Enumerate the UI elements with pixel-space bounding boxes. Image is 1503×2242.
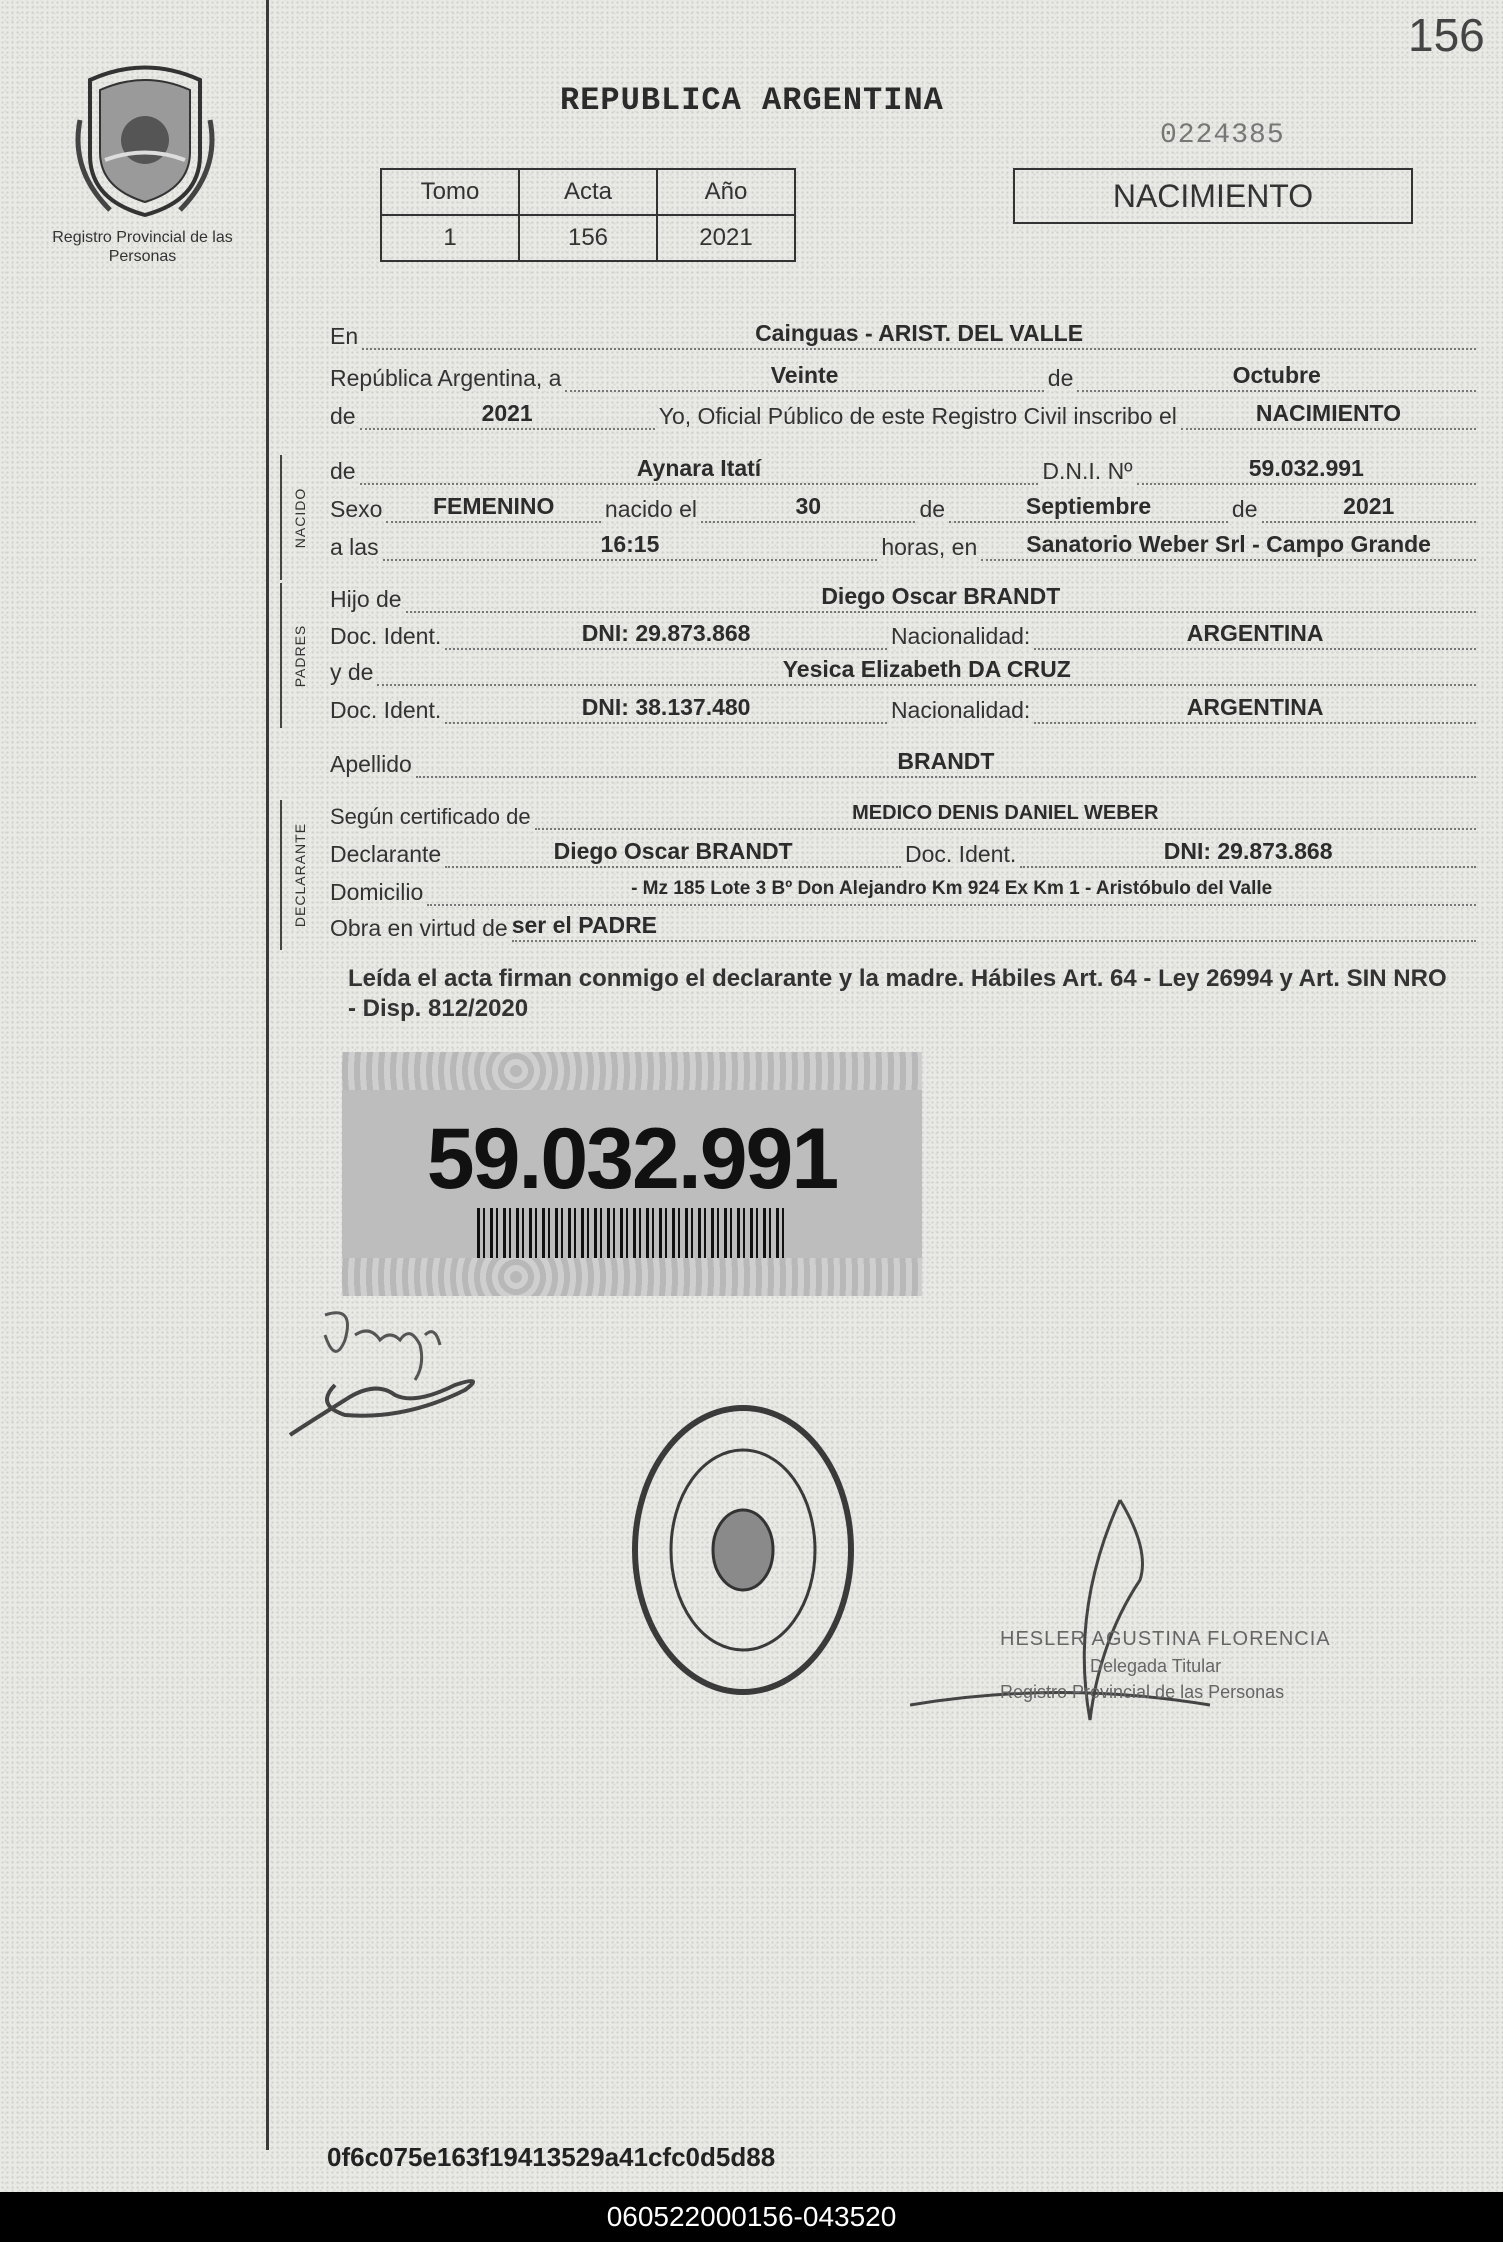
label-father-nat: Nacionalidad: <box>890 623 1031 649</box>
record-table <box>380 168 796 262</box>
row-father-doc <box>330 620 1480 650</box>
value-hour: 16:15 <box>383 529 878 561</box>
official-role: Delegada Titular <box>1090 1656 1222 1676</box>
row-sex-birth <box>330 493 1480 523</box>
page-number: 156 <box>1408 9 1485 61</box>
value-birth-day: 30 <box>701 491 915 523</box>
official-signature-icon <box>910 1490 1450 1750</box>
value-mother-doc: DNI: 38.137.480 <box>445 692 887 724</box>
label-horas: horas, en <box>881 534 978 560</box>
official-name: HESLER AGUSTINA FLORENCIA <box>1000 1628 1331 1650</box>
registry-seal-icon <box>628 1400 858 1700</box>
value-place: Cainguas - ARIST. DEL VALLE <box>362 318 1476 350</box>
label-mother-nat: Nacionalidad: <box>890 697 1031 723</box>
sticker-bottom-band <box>342 1258 922 1296</box>
footer-code: 060522000156-043520 <box>606 2201 897 2232</box>
row-apellido <box>330 748 1480 778</box>
label-dni: D.N.I. Nº <box>1042 458 1133 484</box>
section-padres <box>280 583 312 728</box>
label-republica: República Argentina, a <box>330 365 562 391</box>
value-inscribo: NACIMIENTO <box>1181 398 1476 430</box>
label-hijo: Hijo de <box>330 586 402 612</box>
document-title: REPUBLICA ARGENTINA <box>560 82 944 119</box>
row-obra <box>330 912 1480 942</box>
serial-number: 0224385 <box>1160 120 1285 151</box>
label-sexo: Sexo <box>330 496 383 522</box>
label-birth-de: de <box>919 496 946 522</box>
header-acta: Acta <box>519 169 657 215</box>
label-cert: Según certificado de <box>330 804 531 829</box>
value-apellido: BRANDT <box>416 746 1476 778</box>
row-date <box>330 362 1480 392</box>
row-inscribo <box>330 400 1480 430</box>
value-name: Aynara Itatí <box>360 453 1039 485</box>
label-en: En <box>330 323 359 349</box>
header-tomo: Tomo <box>381 169 519 215</box>
value-father-nat: ARGENTINA <box>1034 618 1476 650</box>
footer-bar <box>0 2192 1503 2242</box>
label-declarante: Declarante <box>330 841 442 867</box>
document-hash: 0f6c075e163f19413529a41cfc0d5d88 <box>327 2142 776 2172</box>
label-mother-doc: Doc. Ident. <box>330 697 442 723</box>
row-hour-place <box>330 531 1480 561</box>
label-alas: a las <box>330 534 379 560</box>
registry-name: Registro Provincial de las Personas <box>52 229 233 265</box>
row-mother <box>330 656 1480 686</box>
label-de-name: de <box>330 458 356 484</box>
value-tomo: 1 <box>381 215 519 261</box>
section-declarante <box>280 800 312 950</box>
label-apellido: Apellido <box>330 751 412 777</box>
label-birth-de2: de <box>1231 496 1258 522</box>
value-anio: 2021 <box>657 215 795 261</box>
value-father: Diego Oscar BRANDT <box>406 581 1476 613</box>
margin-line <box>266 0 269 2150</box>
official-registry: Registro Provincial de las Personas <box>1000 1682 1285 1702</box>
label-de-year: de <box>330 403 356 429</box>
header-anio: Año <box>657 169 795 215</box>
label-father-doc: Doc. Ident. <box>330 623 442 649</box>
value-cert: MEDICO DENIS DANIEL WEBER <box>535 798 1476 830</box>
value-acta: 156 <box>519 215 657 261</box>
value-sexo: FEMENINO <box>386 491 600 523</box>
value-birth-month: Septiembre <box>949 491 1228 523</box>
label-yde: y de <box>330 659 374 685</box>
section-declarante-label: DECLARANTE <box>292 822 308 928</box>
value-father-doc: DNI: 29.873.868 <box>445 618 887 650</box>
sticker-top-band <box>342 1052 922 1090</box>
row-father <box>330 583 1480 613</box>
row-domicilio <box>330 876 1480 906</box>
row-cert <box>330 800 1480 830</box>
sticker-dni-number: 59.032.991 <box>426 1111 838 1207</box>
section-padres-label: PADRES <box>292 624 308 687</box>
value-month: Octubre <box>1077 360 1476 392</box>
label-obra: Obra en virtud de <box>330 915 508 941</box>
value-mother: Yesica Elizabeth DA CRUZ <box>377 654 1476 686</box>
value-obra: ser el PADRE <box>512 910 1476 942</box>
label-decl-doc: Doc. Ident. <box>905 841 1017 867</box>
signature-icon <box>285 1295 545 1445</box>
label-de: de <box>1047 365 1074 391</box>
legal-text: Leída el acta firman conmigo el declarante y la madre. Hábiles Art. 64 - Ley 26994 y Art. SIN NRO - Disp. 812/2020 <box>348 965 1447 1022</box>
value-decl-doc: DNI: 29.873.868 <box>1020 836 1476 868</box>
value-declarante: Diego Oscar BRANDT <box>445 836 901 868</box>
dni-sticker <box>342 1052 922 1296</box>
value-mother-nat: ARGENTINA <box>1034 692 1476 724</box>
label-inscribo: Yo, Oficial Público de este Registro Civil inscribo el <box>658 403 1177 429</box>
value-birth-place: Sanatorio Weber Srl - Campo Grande <box>981 529 1476 561</box>
value-domicilio: - Mz 185 Lote 3 Bº Don Alejandro Km 924 Ex Km 1 - Aristóbulo del Valle <box>427 874 1476 906</box>
row-mother-doc <box>330 694 1480 724</box>
record-type-box: NACIMIENTO <box>1013 168 1413 224</box>
label-nacido: nacido el <box>604 496 697 522</box>
value-dni: 59.032.991 <box>1137 453 1476 485</box>
row-name <box>330 455 1480 485</box>
value-birth-year: 2021 <box>1262 491 1476 523</box>
section-nacido-label: NACIDO <box>292 487 308 548</box>
value-year: 2021 <box>360 398 655 430</box>
value-day: Veinte <box>565 360 1043 392</box>
row-declarante <box>330 838 1480 868</box>
province-shield-icon <box>70 60 220 220</box>
row-place <box>330 320 1480 350</box>
section-nacido <box>280 455 312 580</box>
label-domicilio: Domicilio <box>330 879 424 905</box>
